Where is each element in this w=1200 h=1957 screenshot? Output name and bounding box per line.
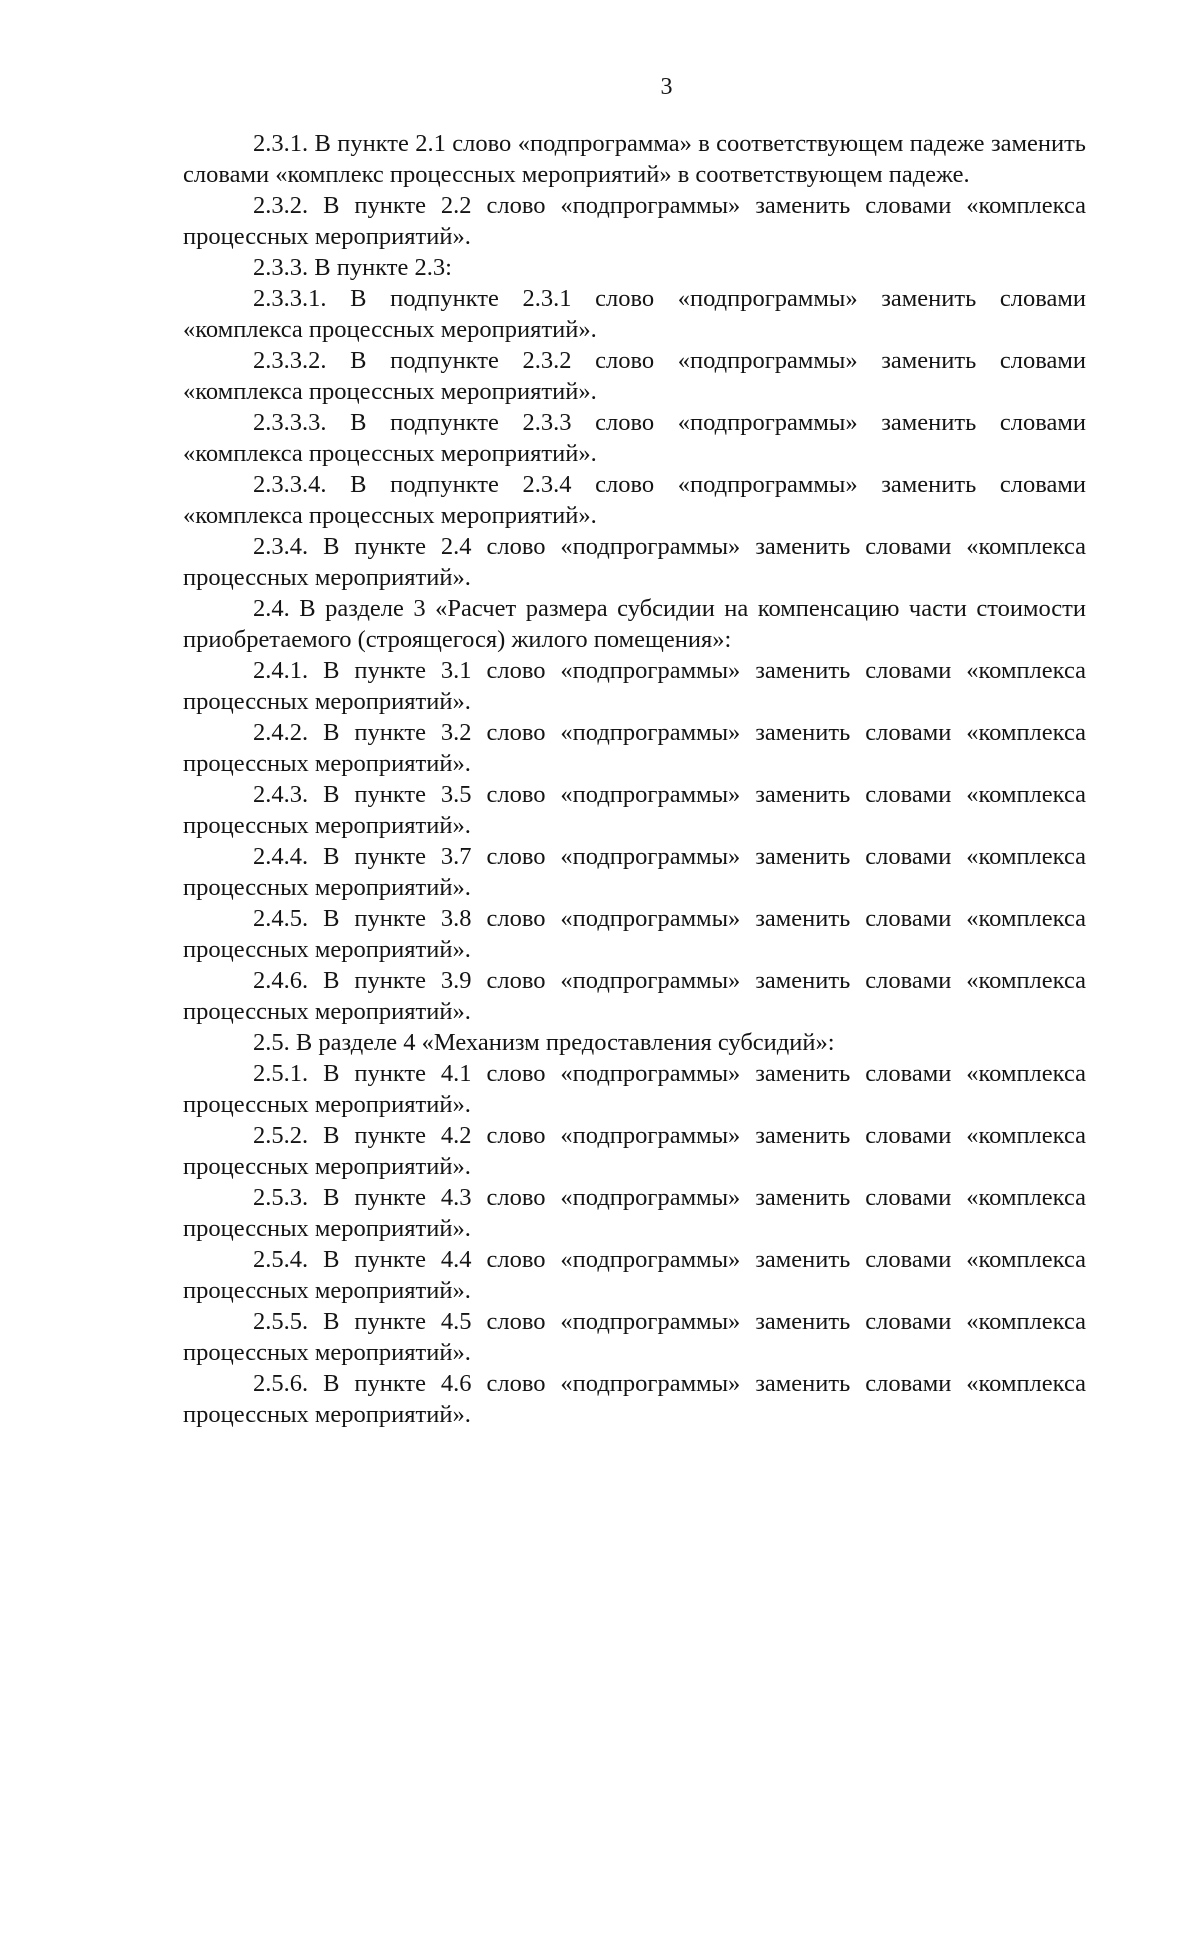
paragraph-2-5-2: 2.5.2. В пункте 4.2 слово «подпрограммы» заменить словами «комплекса процессных мероприятий». — [183, 1122, 1086, 1180]
document-body — [183, 128, 1086, 1430]
paragraph-2-4-6: 2.4.6. В пункте 3.9 слово «подпрограммы» заменить словами «комплекса процессных мероприятий». — [183, 967, 1086, 1025]
paragraph-2-3-1: 2.3.1. В пункте 2.1 слово «подпрограмма» в соответствующем падеже заменить словами «комплекс процессных мероприятий» в соответствующем падеже. — [183, 130, 1086, 188]
paragraph-2-3-3-3: 2.3.3.3. В подпункте 2.3.3 слово «подпрограммы» заменить словами «комплекса процессных мероприятий». — [183, 409, 1086, 467]
paragraph-2-3-4: 2.3.4. В пункте 2.4 слово «подпрограммы» заменить словами «комплекса процессных мероприятий». — [183, 533, 1086, 591]
paragraph-2-3-3-1: 2.3.3.1. В подпункте 2.3.1 слово «подпрограммы» заменить словами «комплекса процессных мероприятий». — [183, 285, 1086, 343]
paragraph-2-5: 2.5. В разделе 4 «Механизм предоставления субсидий»: — [253, 1029, 835, 1056]
paragraph-2-3-3-4: 2.3.3.4. В подпункте 2.3.4 слово «подпрограммы» заменить словами «комплекса процессных мероприятий». — [183, 471, 1086, 529]
paragraph-2-4: 2.4. В разделе 3 «Расчет размера субсидии на компенсацию части стоимости приобретаемого (строящегося) жилого помещения»: — [183, 595, 1086, 653]
page-number: 3 — [660, 74, 673, 100]
paragraph-2-3-2: 2.3.2. В пункте 2.2 слово «подпрограммы» заменить словами «комплекса процессных мероприятий». — [183, 192, 1086, 250]
paragraph-2-5-4: 2.5.4. В пункте 4.4 слово «подпрограммы» заменить словами «комплекса процессных мероприятий». — [183, 1246, 1086, 1304]
paragraph-2-3-3-2: 2.3.3.2. В подпункте 2.3.2 слово «подпрограммы» заменить словами «комплекса процессных мероприятий». — [183, 347, 1086, 405]
paragraph-2-4-5: 2.4.5. В пункте 3.8 слово «подпрограммы» заменить словами «комплекса процессных мероприятий». — [183, 905, 1086, 963]
paragraph-2-5-6: 2.5.6. В пункте 4.6 слово «подпрограммы» заменить словами «комплекса процессных мероприятий». — [183, 1370, 1086, 1428]
paragraph-2-5-3: 2.5.3. В пункте 4.3 слово «подпрограммы» заменить словами «комплекса процессных мероприятий». — [183, 1184, 1086, 1242]
paragraph-2-4-3: 2.4.3. В пункте 3.5 слово «подпрограммы» заменить словами «комплекса процессных мероприятий». — [183, 781, 1086, 839]
paragraph-2-5-5: 2.5.5. В пункте 4.5 слово «подпрограммы» заменить словами «комплекса процессных мероприятий». — [183, 1308, 1086, 1366]
paragraph-2-4-1: 2.4.1. В пункте 3.1 слово «подпрограммы» заменить словами «комплекса процессных мероприятий». — [183, 657, 1086, 715]
paragraph-2-3-3: 2.3.3. В пункте 2.3: — [253, 254, 452, 281]
paragraph-2-4-2: 2.4.2. В пункте 3.2 слово «подпрограммы» заменить словами «комплекса процессных мероприятий». — [183, 719, 1086, 777]
paragraph-2-5-1: 2.5.1. В пункте 4.1 слово «подпрограммы» заменить словами «комплекса процессных мероприятий». — [183, 1060, 1086, 1118]
paragraph-2-4-4: 2.4.4. В пункте 3.7 слово «подпрограммы» заменить словами «комплекса процессных мероприятий». — [183, 843, 1086, 901]
